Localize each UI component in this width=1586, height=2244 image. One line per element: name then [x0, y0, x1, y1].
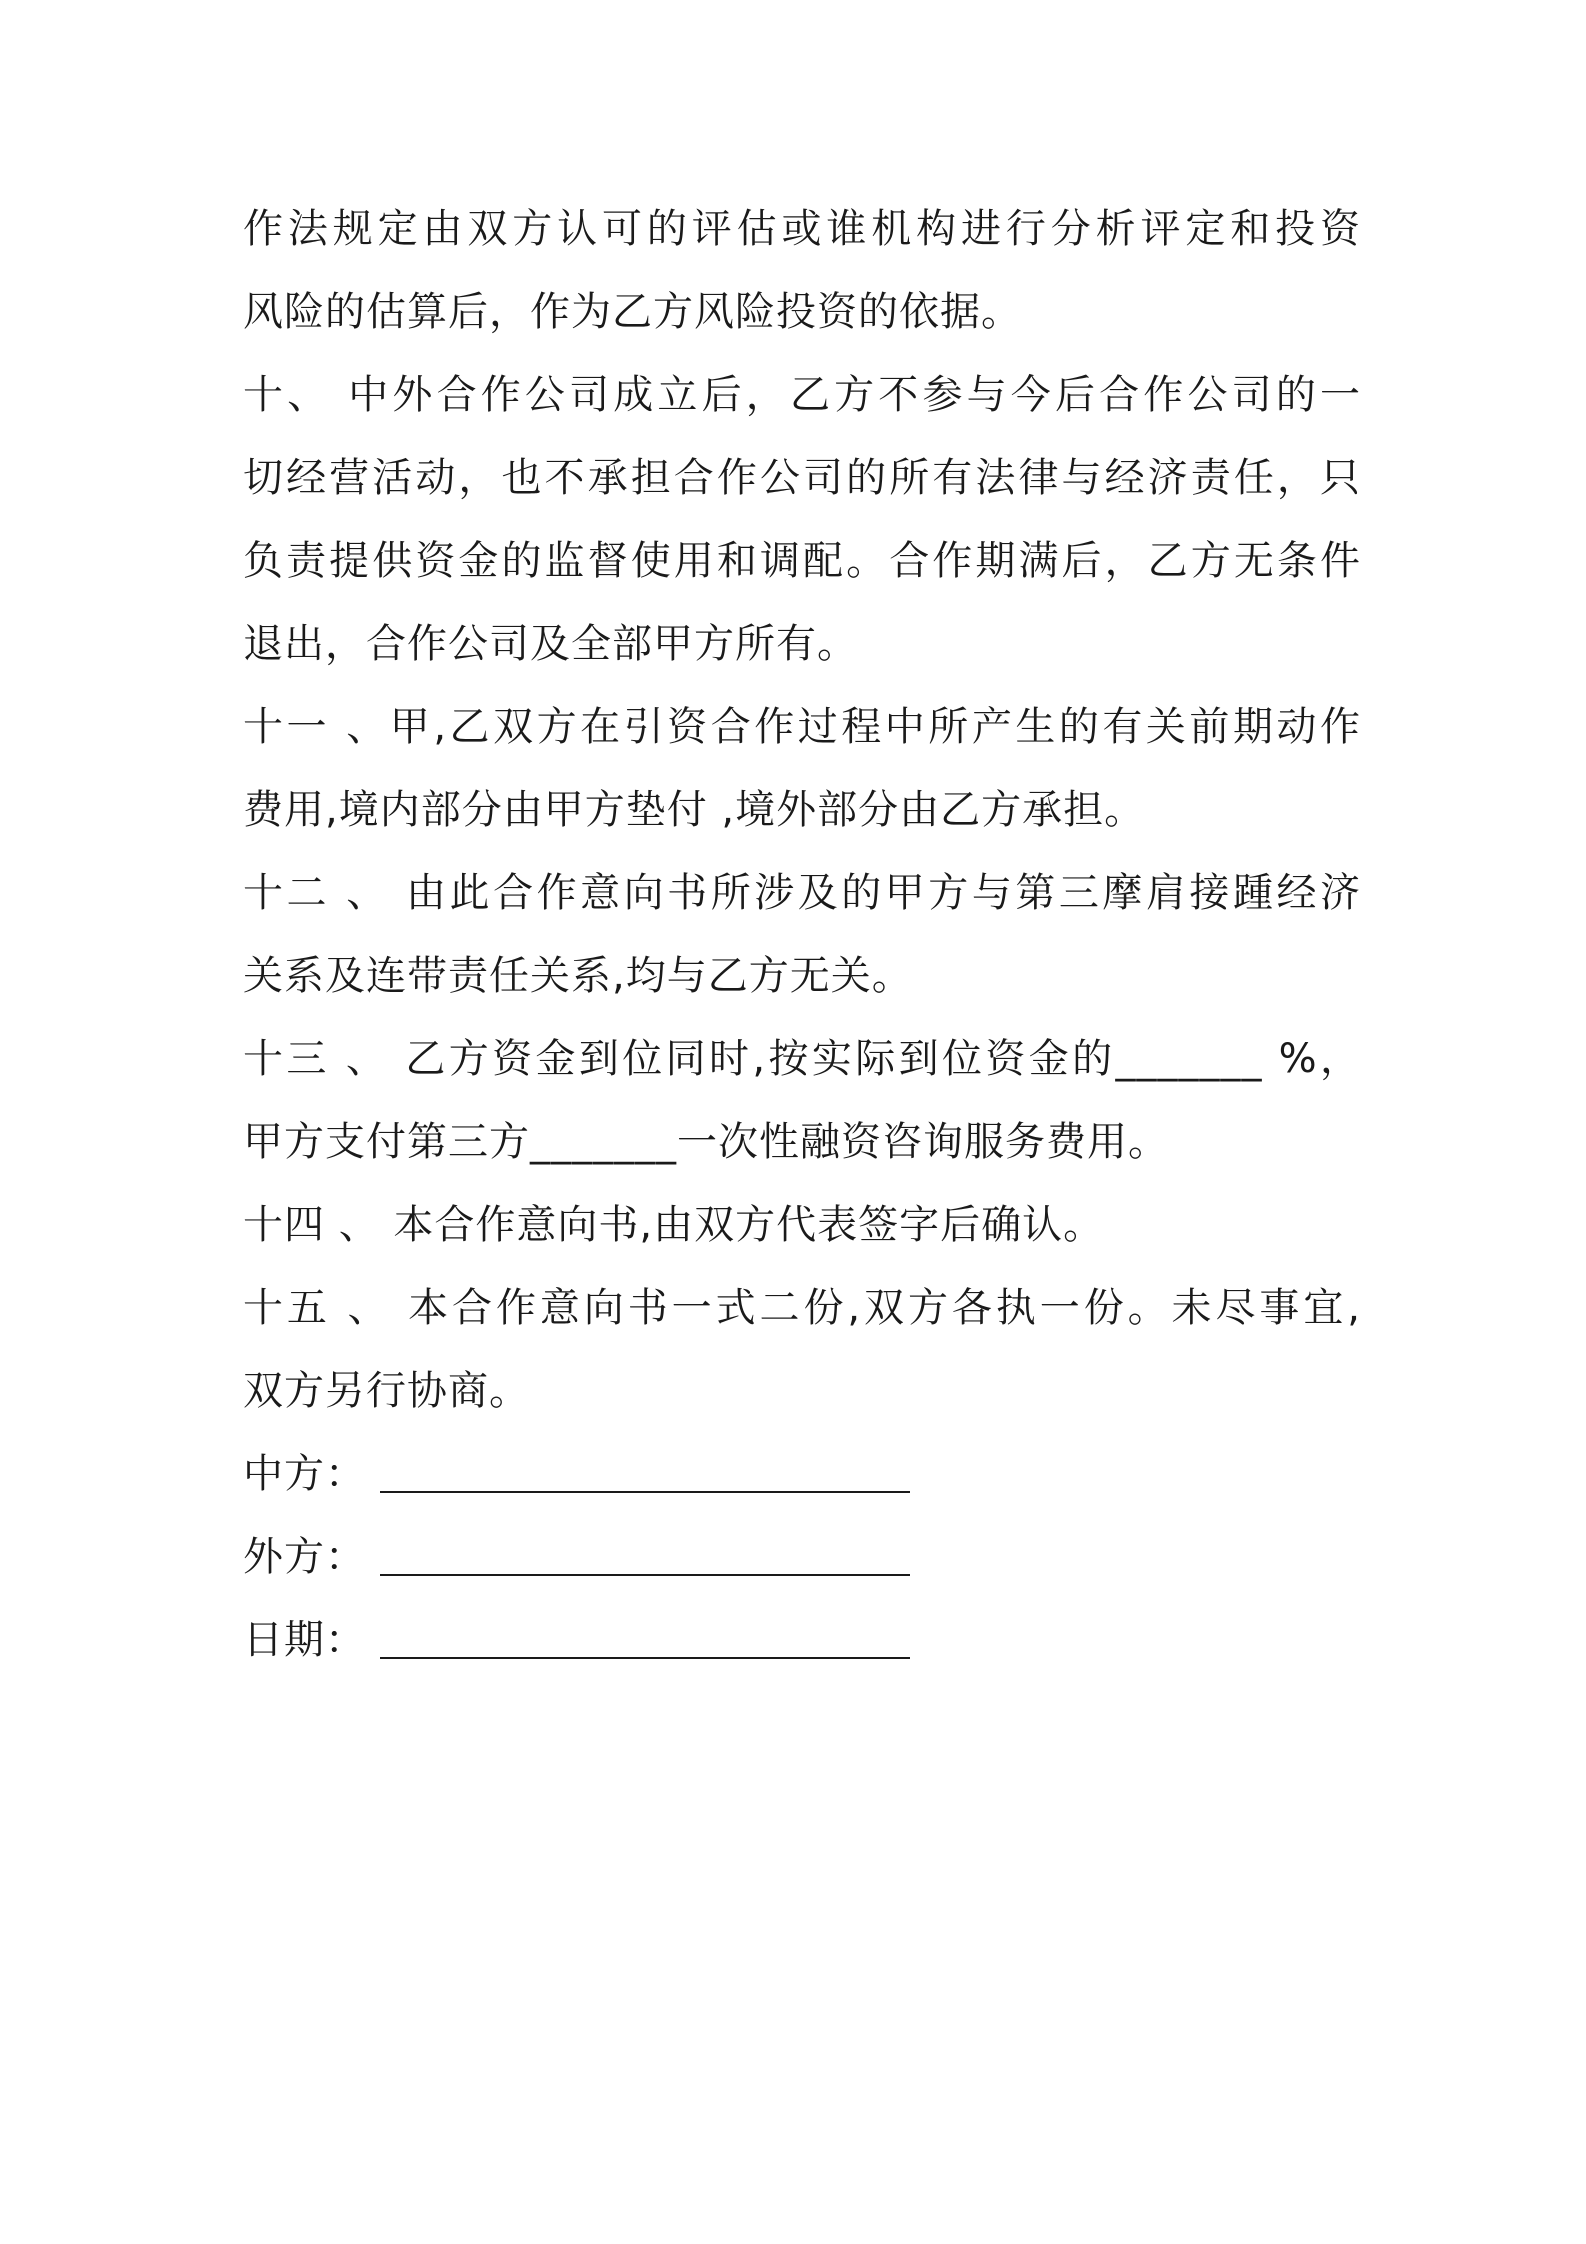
text-line: 负责提供资金的监督使用和调配。合作期满后，乙方无条件 — [243, 538, 1361, 584]
text-line: 十一 、甲,乙双方在引资合作过程中所产生的有关前期动作 — [243, 704, 1361, 750]
text-line: 甲方支付第三方_______一次性融资咨询服务费用。 — [243, 1119, 1169, 1165]
signature-row-date — [243, 1599, 1361, 1682]
signature-row-chinese-party — [243, 1433, 1361, 1516]
text-line: 十、 中外合作公司成立后，乙方不参与今后合作公司的一 — [243, 372, 1361, 418]
clause-15 — [243, 1267, 1361, 1433]
text-line: 风险的估算后，作为乙方风险投资的依据。 — [243, 289, 1022, 335]
signature-block — [243, 1433, 1361, 1682]
signature-label: 外方： — [243, 1534, 366, 1580]
text-line: 作法规定由双方认可的评估或谁机构进行分析评定和投资 — [243, 206, 1361, 252]
signature-blank-line — [380, 1574, 910, 1576]
signature-label: 中方： — [243, 1451, 366, 1497]
clause-10 — [243, 354, 1361, 686]
signature-blank-line — [380, 1491, 910, 1493]
clause-11 — [243, 686, 1361, 852]
signature-blank-line — [380, 1657, 910, 1659]
text-line: 十四 、 本合作意向书,由双方代表签字后确认。 — [243, 1202, 1105, 1248]
text-line: 双方另行协商。 — [243, 1368, 530, 1414]
clause-12 — [243, 852, 1361, 1018]
text-line: 十三 、 乙方资金到位同时,按实际到位资金的_______ %， — [243, 1036, 1361, 1082]
text-line: 十二 、 由此合作意向书所涉及的甲方与第三摩肩接踵经济 — [243, 870, 1361, 916]
paragraph-continuation — [243, 188, 1361, 354]
clause-13 — [243, 1018, 1361, 1184]
text-line: 关系及连带责任关系,均与乙方无关。 — [243, 953, 913, 999]
signature-row-foreign-party — [243, 1516, 1361, 1599]
text-line: 十五 、 本合作意向书一式二份,双方各执一份。未尽事宜, — [243, 1285, 1361, 1331]
signature-label: 日期： — [243, 1617, 366, 1663]
document-body — [243, 188, 1361, 1682]
clause-14 — [243, 1184, 1361, 1267]
text-line: 切经营活动，也不承担合作公司的所有法律与经济责任，只 — [243, 455, 1361, 501]
text-line: 退出，合作公司及全部甲方所有。 — [243, 621, 858, 667]
text-line: 费用,境内部分由甲方垫付 ,境外部分由乙方承担。 — [243, 787, 1146, 833]
